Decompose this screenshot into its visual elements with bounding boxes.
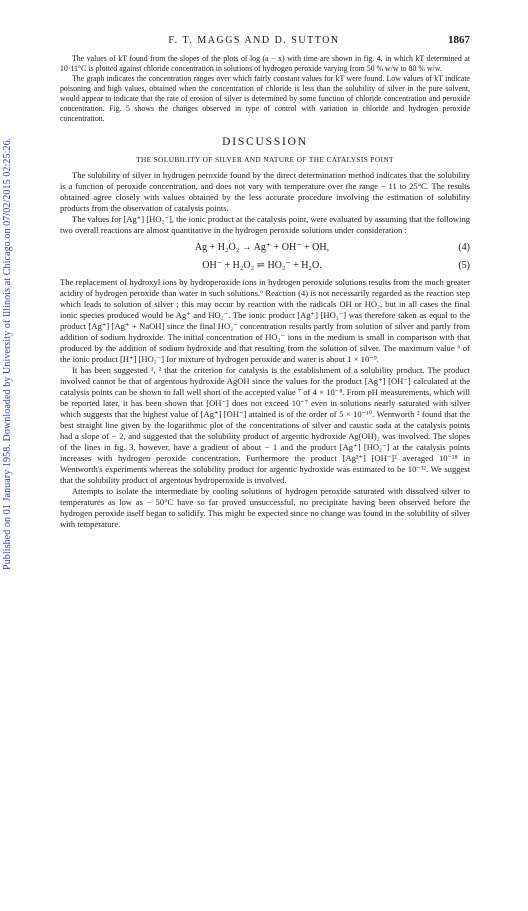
paragraph-criterion-catalysis: It has been suggested ¹, ² that the criterion for catalysis is the establishment of a solubility product. The product involved cannot be that of argentous hydroxide AgOH since the values for the product [Ag⁺] [OH⁻] calculated at the catalysis points can be shown to fall well short of the accepted value ⁷ of 4 × 10⁻⁸. From pH measurements, which will be reported later, it has been shown that [OH⁻] does not exceed 10⁻⁷ even in solutions nearly saturated with silver which suggests that the highest value of [Ag⁺] [OH⁻] attained is of the order of 5 × 10⁻¹⁰. Wentworth ² found that the best straight line given by the logarithmic plot of the concentrations of silver and caustic soda at the catalysis points had a slope of − 2, and suggested that the solubility product of argentic hydroxide Ag(OH)₂ was involved. The slopes of the lines in fig. 3, however, have a gradient of about − 1 and the product [Ag⁺] [HO₂⁻] at the catalysis points increases with hydrogen peroxide concentration. Furthermore the product [Ag²⁺] [OH⁻]² averaged 10⁻²⁸ in Wentworth's experiments whereas the solubility product for argentic hydroxide was estimated to be 10⁻³². We suggest that the solubility product of argentous hydroperoxide is involved.	[60, 365, 470, 485]
paragraph-solubility: The solubility of silver in hydrogen peroxide found by the direct determination method indicates that the solubility is a function of peroxide concentration, and does not vary with temperature over the range − 11 to 25°C. The results obtained agree closely with values obtained by the less accurate procedure involving the estimation of solubility products from the observation of catalysis points.	[60, 170, 470, 213]
download-watermark	[0, 0, 36, 911]
page-body	[60, 34, 470, 530]
paragraph-ionic-product: The values for [Ag⁺] [HO₂⁻], the ionic product at the catalysis point, were evaluated by assuming that the following two overall reactions are almost quantitative in the hydrogen peroxide solutions under consideration :	[60, 214, 470, 235]
equation-5-text: OH⁻ + H₂O₂ ⇌ HO₂⁻ + H₂O.	[202, 260, 322, 271]
header-authors: F. T. MAGGS AND D. SUTTON	[168, 35, 340, 46]
subsection-heading: THE SOLUBILITY OF SILVER AND NATURE OF THE CATALYSIS POINT	[136, 155, 394, 164]
equation-5-number: (5)	[458, 260, 470, 271]
equation-4	[60, 241, 470, 254]
running-header	[60, 34, 470, 46]
equation-4-text: Ag + H₂O₂ → Ag⁺ + OH⁻ + OH,	[194, 242, 330, 253]
paragraph-hydroxyl-replacement: The replacement of hydroxyl ions by hydroperoxide ions in hydrogen peroxide solutions results from the much greater acidity of hydrogen peroxide than water in such solutions.⁶ Reaction (4) is not necessarily regarded as the reaction step which leads to solution of silver ; this may occur by reaction with the radicals OH or HO₂, but in all cases the final ionic species produced would be Ag⁺ and HO₂⁻. The ionic product [Ag⁺] [HO₂⁻] was therefore taken as equal to the product [Ag⁺] [Ag⁺ + NaOH] since the final HO₂⁻ concentration results partly from solution of silver and partly from addition of sodium hydroxide. The initial concentration of HO₂⁻ ions in the medium is small in comparison with that produced by the addition of sodium hydroxide and that resulting from the solution of silver. The maximum value ⁶ of the ionic product [H⁺] [HO₂⁻] for mixture of hydrogen peroxide and water is about 1 × 10⁻⁹.	[60, 277, 470, 364]
equation-4-number: (4)	[458, 242, 470, 253]
page-number: 1867	[448, 34, 470, 46]
paragraph-kt-values: The values of kT found from the slopes of the plots of log (a − x) with time are shown in fig. 4, in which kT determined at 10·11°C is plotted against chloride concentration in solutions of hydrogen peroxide varying from 50 % w/w to 80 % w/w.	[60, 54, 470, 73]
paragraph-isolation-attempts: Attempts to isolate the intermediate by cooling solutions of hydrogen peroxide saturated with dissolved silver to temperatures as low as − 50°C have so far proved unsuccessful, no precipitate having been observed before the hydrogen peroxide itself began to solidify. This might be expected since no change was found in the solubility of silver with temperature.	[60, 486, 470, 529]
download-watermark-text: Published on 01 January 1958. Downloaded by University of Illinois at Chicago on 07/02/2015 02:25:26.	[2, 137, 13, 570]
equation-5	[60, 259, 470, 272]
section-heading: DISCUSSION	[222, 136, 308, 148]
paragraph-graph-ranges: The graph indicates the concentration ranges over which fairly constant values for kT were found. Low values of kT indicate poisoning and high values, obtained when the concentration of chloride is less than the solubility of silver in the pure solvent, would appear to indicate that the rate of erosion of silver is determined by some function of chloride concentration and peroxide concentration. Fig. 5 shows the changes observed in type of control with variation in chloride and hydrogen peroxide concentration.	[60, 74, 470, 123]
